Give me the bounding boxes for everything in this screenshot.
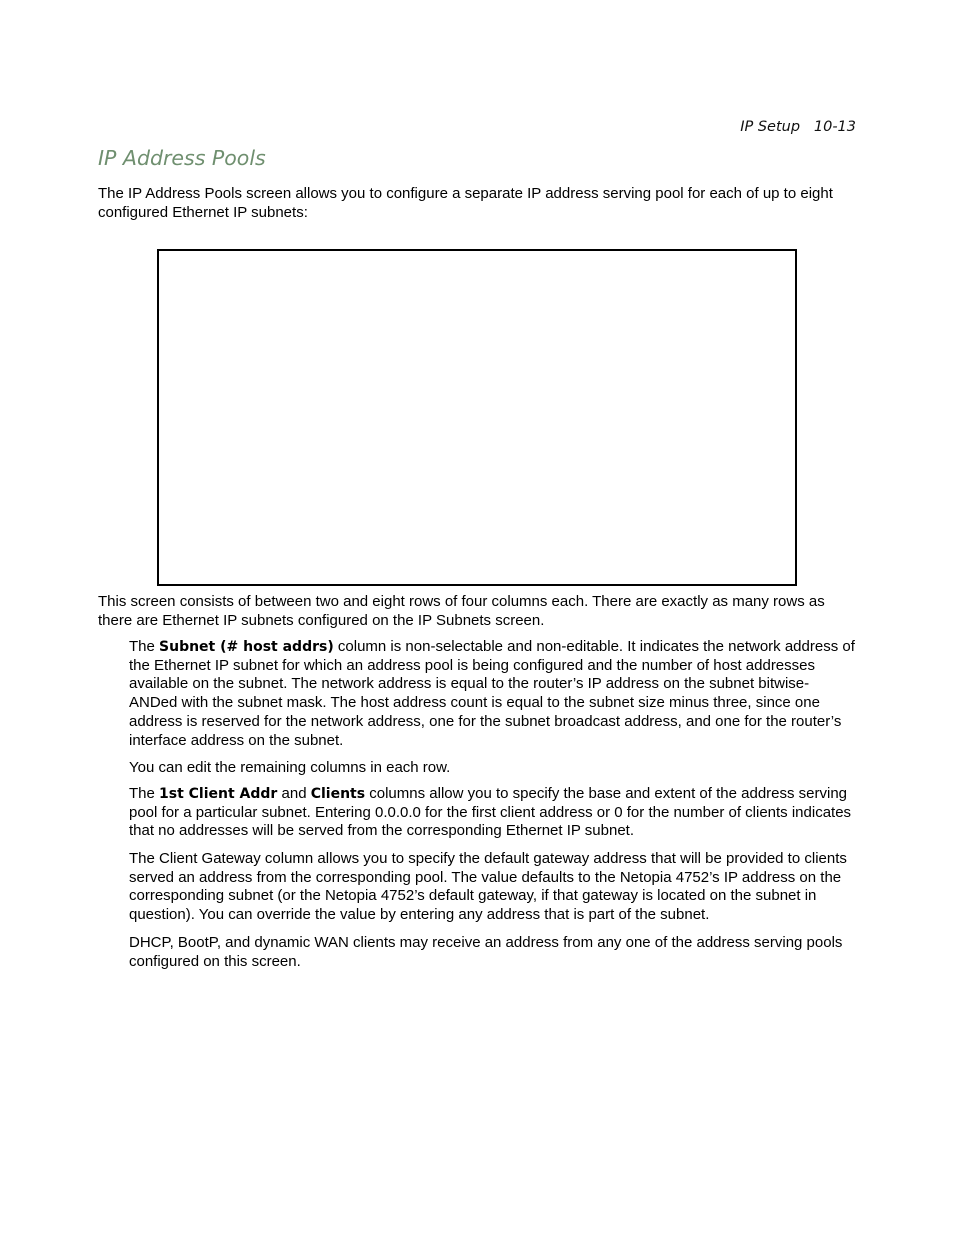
client-text-pre: The	[129, 785, 160, 802]
first-client-addr-term: 1st Client Addr	[159, 786, 278, 802]
client-text-mid: and	[277, 785, 311, 802]
subnet-column-paragraph	[129, 638, 857, 750]
client-text-post: columns allow you to specify the base and extent of the address serving pool for a particular subnet. Entering 0.0.0.0 for the first client address or 0 for the number of clients indicates that no addresses will be served from the corresponding Ethernet IP subnet.	[129, 785, 852, 840]
client-gateway-paragraph: The Client Gateway column allows you to specify the default gateway address that will be provided to clients served an address from the corresponding pool. The value defaults to the Netopia 4752’s IP address on the corresponding subnet (or the Netopia 4752’s default gateway, if that gateway is located on the subnet in question). You can override the value by entering any address that is part of the subnet.	[129, 850, 847, 924]
section-title: IP Address Pools	[98, 146, 266, 170]
subnet-text-post: column is non-selectable and non-editable. It indicates the network address of the Ethernet IP subnet for which an address pool is being configured and the number of host addresses available on the subnet. The network address is equal to the router’s IP address on the subnet bitwise-ANDed with the subnet mask. The host address count is equal to the subnet size minus three, since one address is reserved for the network address, one for the subnet broadcast address, and one for the router’s interface address on the subnet.	[129, 638, 855, 749]
subnet-column-term: Subnet (# host addrs)	[159, 639, 334, 655]
intro-paragraph: The IP Address Pools screen allows you to configure a separate IP address serving pool for each of up to eight configured Ethernet IP subnets:	[98, 185, 833, 221]
dhcp-paragraph: DHCP, BootP, and dynamic WAN clients may receive an address from any one of the address serving pools configured on this screen.	[129, 934, 843, 970]
edit-columns-paragraph: You can edit the remaining columns in each row.	[129, 759, 451, 776]
subnet-text-pre: The	[129, 638, 160, 655]
client-columns-paragraph	[129, 785, 857, 841]
screen-description-paragraph: This screen consists of between two and eight rows of four columns each. There are exactly as many rows as there are Ethernet IP subnets configured on the IP Subnets screen.	[98, 593, 825, 629]
clients-term: Clients	[310, 786, 366, 802]
running-header: IP Setup 10-13	[740, 119, 856, 135]
screen-figure-frame	[157, 249, 797, 586]
